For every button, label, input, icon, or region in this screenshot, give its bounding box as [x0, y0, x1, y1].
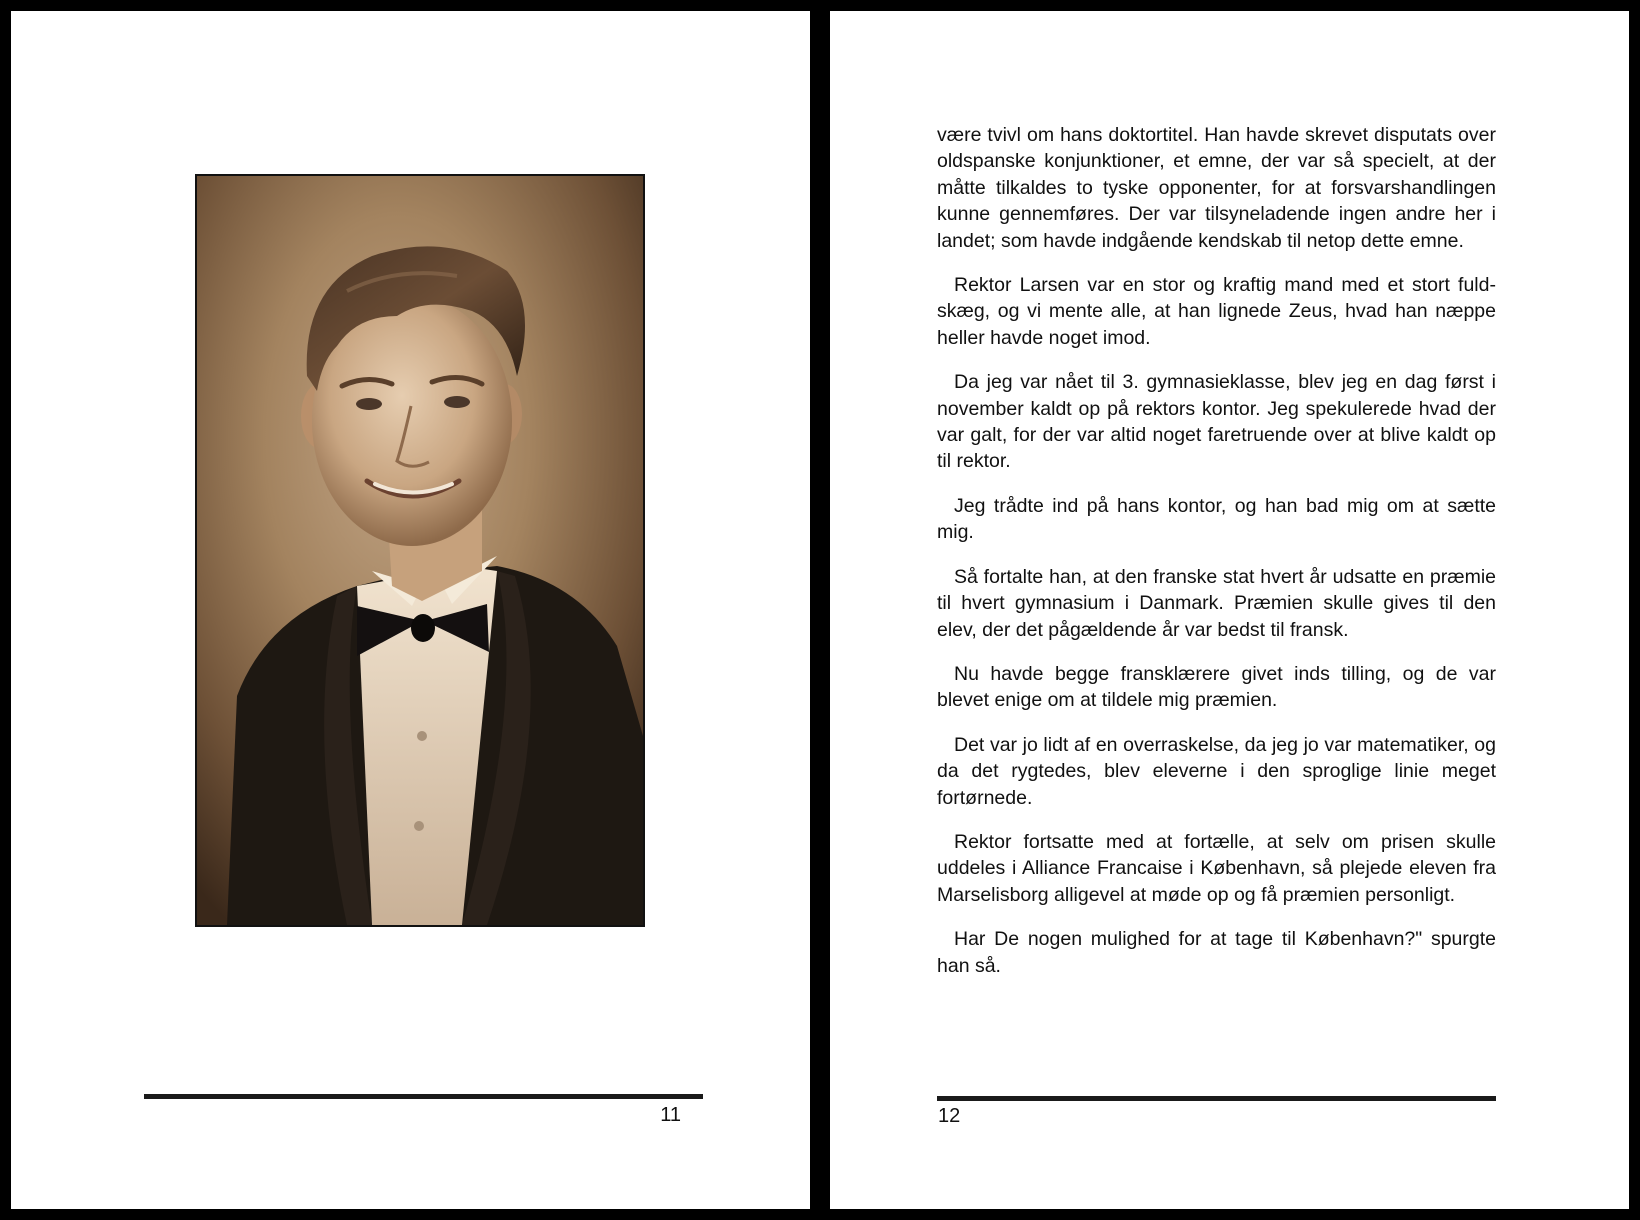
page-number-left: 11 [660, 1104, 681, 1126]
left-page [11, 11, 810, 1209]
paragraph: Da jeg var nået til 3. gymnasieklasse, blev jeg en dag først i november kaldt op på rektors kontor. Jeg spekulerede hvad der var galt, for der var altid noget faretruende over at blive kaldt op til rektor. [937, 371, 1496, 473]
page-number-right: 12 [938, 1105, 961, 1127]
paragraph: Det var jo lidt af en overraskelse, da jeg jo var matematiker, og da det rygtedes, blev eleverne i den sproglige linie meget fortørnede. [937, 733, 1496, 809]
body-text [937, 122, 1496, 997]
paragraph: Rektor fortsatte med at fortælle, at selv om prisen skulle uddeles i Alliance Francaise i København, så plejede eleven fra Marselisborg alligevel at møde op og få præmien personligt. [937, 830, 1496, 906]
footer-rule-right [937, 1096, 1496, 1101]
paragraph: Rektor Larsen var en stor og kraftig mand med et stort fuldskæg, og vi mente alle, at han lignede Zeus, hvad han næppe heller havde noget imod. [937, 274, 1496, 349]
portrait-photo [195, 174, 645, 927]
paragraph: Så fortalte han, at den franske stat hvert år udsatte en præmie til hvert gymnasium i Danmark. Præmien skulle gives til den elev, der det pågældende år var bedst til fransk. [937, 565, 1496, 641]
footer-rule-left [144, 1094, 703, 1099]
paragraph: Har De nogen mulighed for at tage til København?" spurgte han så. [937, 928, 1496, 977]
paragraph: Nu havde begge fransklærere givet inds tilling, og de var blevet enige om at tildele mig præmien. [937, 662, 1496, 712]
paragraph: Jeg trådte ind på hans kontor, og han bad mig om at sætte mig. [937, 494, 1496, 544]
paragraph: være tvivl om hans doktortitel. Han havde skrevet disputats over oldspanske konjunktioner, et emne, der var så specielt, at der måtte tilkaldes to tyske opponenter, for at forsvarshandlingen kunne gennemføres. Der var tilsyneladende ingen andre her i landet; som havde indgående kendskab til netop dette emne. [937, 124, 1496, 252]
right-page [830, 11, 1629, 1209]
